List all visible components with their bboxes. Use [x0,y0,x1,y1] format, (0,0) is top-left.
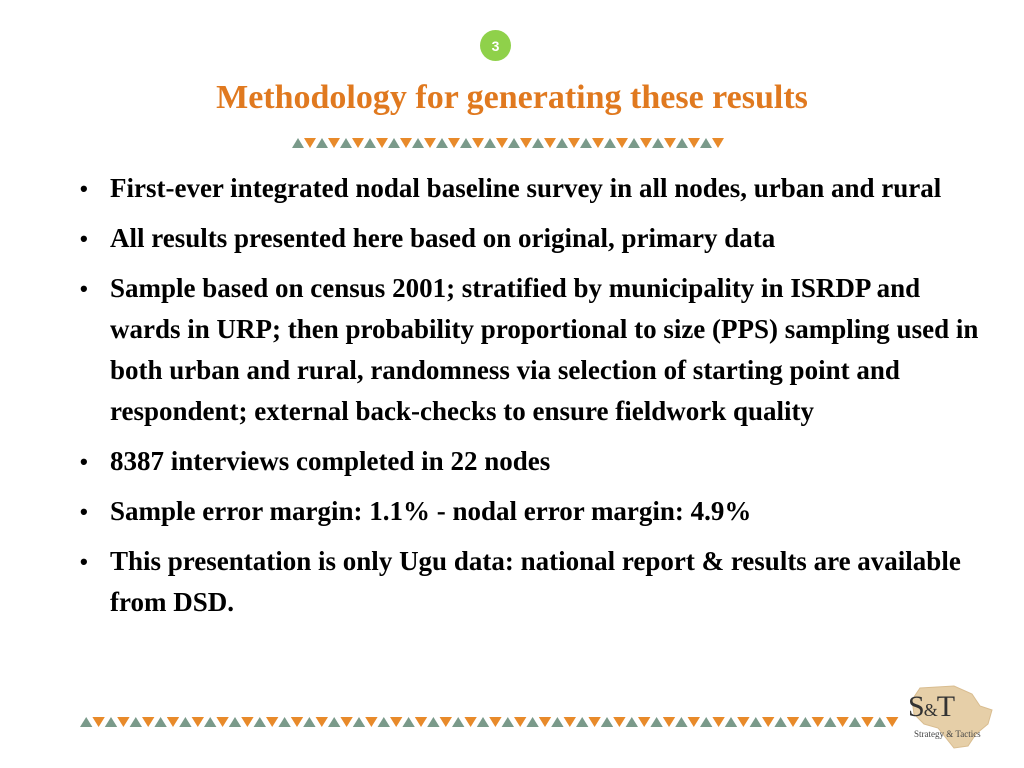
triangle-mark [378,717,390,727]
triangle-mark [254,717,266,727]
triangle-mark [303,717,315,727]
triangle-mark [316,717,328,727]
triangle-mark [489,717,501,727]
bullet-icon: • [80,276,88,301]
triangle-mark [812,717,824,727]
triangle-mark [700,717,712,727]
triangle-mark [539,717,551,727]
triangle-mark [154,717,166,727]
triangle-mark [328,717,340,727]
triangle-mark [774,717,786,727]
triangle-mark [266,717,278,727]
logo-subtitle: Strategy & Tactics [914,729,981,739]
triangle-mark [580,138,592,148]
triangle-mark [638,717,650,727]
triangle-mark [436,138,448,148]
triangle-mark [664,138,676,148]
triangle-mark [663,717,675,727]
triangle-mark [762,717,774,727]
bullet-icon: • [80,226,88,251]
triangle-mark [229,717,241,727]
bullet-list [80,168,980,632]
triangle-mark [861,717,873,727]
company-logo [884,684,1004,750]
triangle-mark [626,717,638,727]
triangle-mark [520,138,532,148]
bullet-item [80,541,980,623]
triangle-mark [402,717,414,727]
triangle-mark [340,138,352,148]
triangle-mark [496,138,508,148]
bullet-item [80,491,980,532]
decorative-triangle-border-top [292,137,724,149]
triangle-mark [304,138,316,148]
triangle-mark [526,717,538,727]
triangle-mark [448,138,460,148]
triangle-mark [192,717,204,727]
triangle-mark [712,138,724,148]
triangle-mark [750,717,762,727]
triangle-mark [415,717,427,727]
bullet-text: 8387 interviews completed in 22 nodes [110,446,551,476]
triangle-mark [92,717,104,727]
triangle-mark [130,717,142,727]
bullet-item [80,441,980,482]
triangle-mark [427,717,439,727]
logo-mark: S&T [908,690,955,723]
triangle-mark [204,717,216,727]
triangle-mark [352,138,364,148]
triangle-mark [640,138,652,148]
bullet-text: All results presented here based on original, primary data [110,223,776,253]
triangle-mark [824,717,836,727]
triangle-mark [440,717,452,727]
triangle-mark [105,717,117,727]
bullet-text: This presentation is only Ugu data: national report & results are available from DSD. [110,546,961,617]
triangle-mark [477,717,489,727]
triangle-mark [787,717,799,727]
triangle-mark [613,717,625,727]
triangle-mark [364,138,376,148]
triangle-mark [142,717,154,727]
bullet-item [80,218,980,259]
triangle-mark [616,138,628,148]
triangle-mark [472,138,484,148]
triangle-mark [564,717,576,727]
triangle-mark [592,138,604,148]
triangle-mark [502,717,514,727]
triangle-mark [241,717,253,727]
triangle-mark [292,138,304,148]
triangle-mark [365,717,377,727]
triangle-mark [532,138,544,148]
triangle-mark [216,717,228,727]
triangle-mark [376,138,388,148]
triangle-mark [117,717,129,727]
triangle-mark [390,717,402,727]
triangle-mark [799,717,811,727]
triangle-mark [340,717,352,727]
triangle-mark [700,138,712,148]
triangle-mark [712,717,724,727]
triangle-mark [278,717,290,727]
triangle-mark [400,138,412,148]
triangle-mark [737,717,749,727]
triangle-mark [460,138,472,148]
triangle-mark [576,717,588,727]
triangle-mark [464,717,476,727]
triangle-mark [652,138,664,148]
triangle-mark [514,717,526,727]
bullet-item [80,268,980,432]
triangle-mark [556,138,568,148]
triangle-mark [688,717,700,727]
triangle-mark [688,138,700,148]
bullet-text: First-ever integrated nodal baseline survey in all nodes, urban and rural [110,173,942,203]
triangle-mark [628,138,640,148]
triangle-mark [568,138,580,148]
bullet-icon: • [80,176,88,201]
triangle-mark [388,138,400,148]
triangle-mark [551,717,563,727]
triangle-mark [316,138,328,148]
triangle-mark [544,138,556,148]
bullet-icon: • [80,499,88,524]
triangle-mark [452,717,464,727]
triangle-mark [604,138,616,148]
triangle-mark [601,717,613,727]
triangle-mark [179,717,191,727]
triangle-mark [849,717,861,727]
triangle-mark [725,717,737,727]
triangle-mark [588,717,600,727]
triangle-mark [412,138,424,148]
triangle-mark [508,138,520,148]
slide-number-badge: 3 [480,30,511,61]
slide-title: Methodology for generating these results [216,79,808,116]
triangle-mark [353,717,365,727]
triangle-mark [484,138,496,148]
bullet-text: Sample based on census 2001; stratified by municipality in ISRDP and wards in URP; then probability proportional to size (PPS) sampling used in both urban and rural, randomness via selection of starting point and respondent; external back-checks to ensure fieldwork quality [110,273,979,426]
triangle-mark [328,138,340,148]
triangle-mark [650,717,662,727]
triangle-mark [291,717,303,727]
triangle-mark [80,717,92,727]
bullet-text: Sample error margin: 1.1% - nodal error margin: 4.9% [110,496,752,526]
triangle-mark [167,717,179,727]
triangle-mark [675,717,687,727]
bullet-icon: • [80,549,88,574]
triangle-mark [676,138,688,148]
triangle-mark [836,717,848,727]
triangle-mark [424,138,436,148]
decorative-triangle-border-bottom [80,716,900,728]
bullet-item [80,168,980,209]
bullet-icon: • [80,449,88,474]
